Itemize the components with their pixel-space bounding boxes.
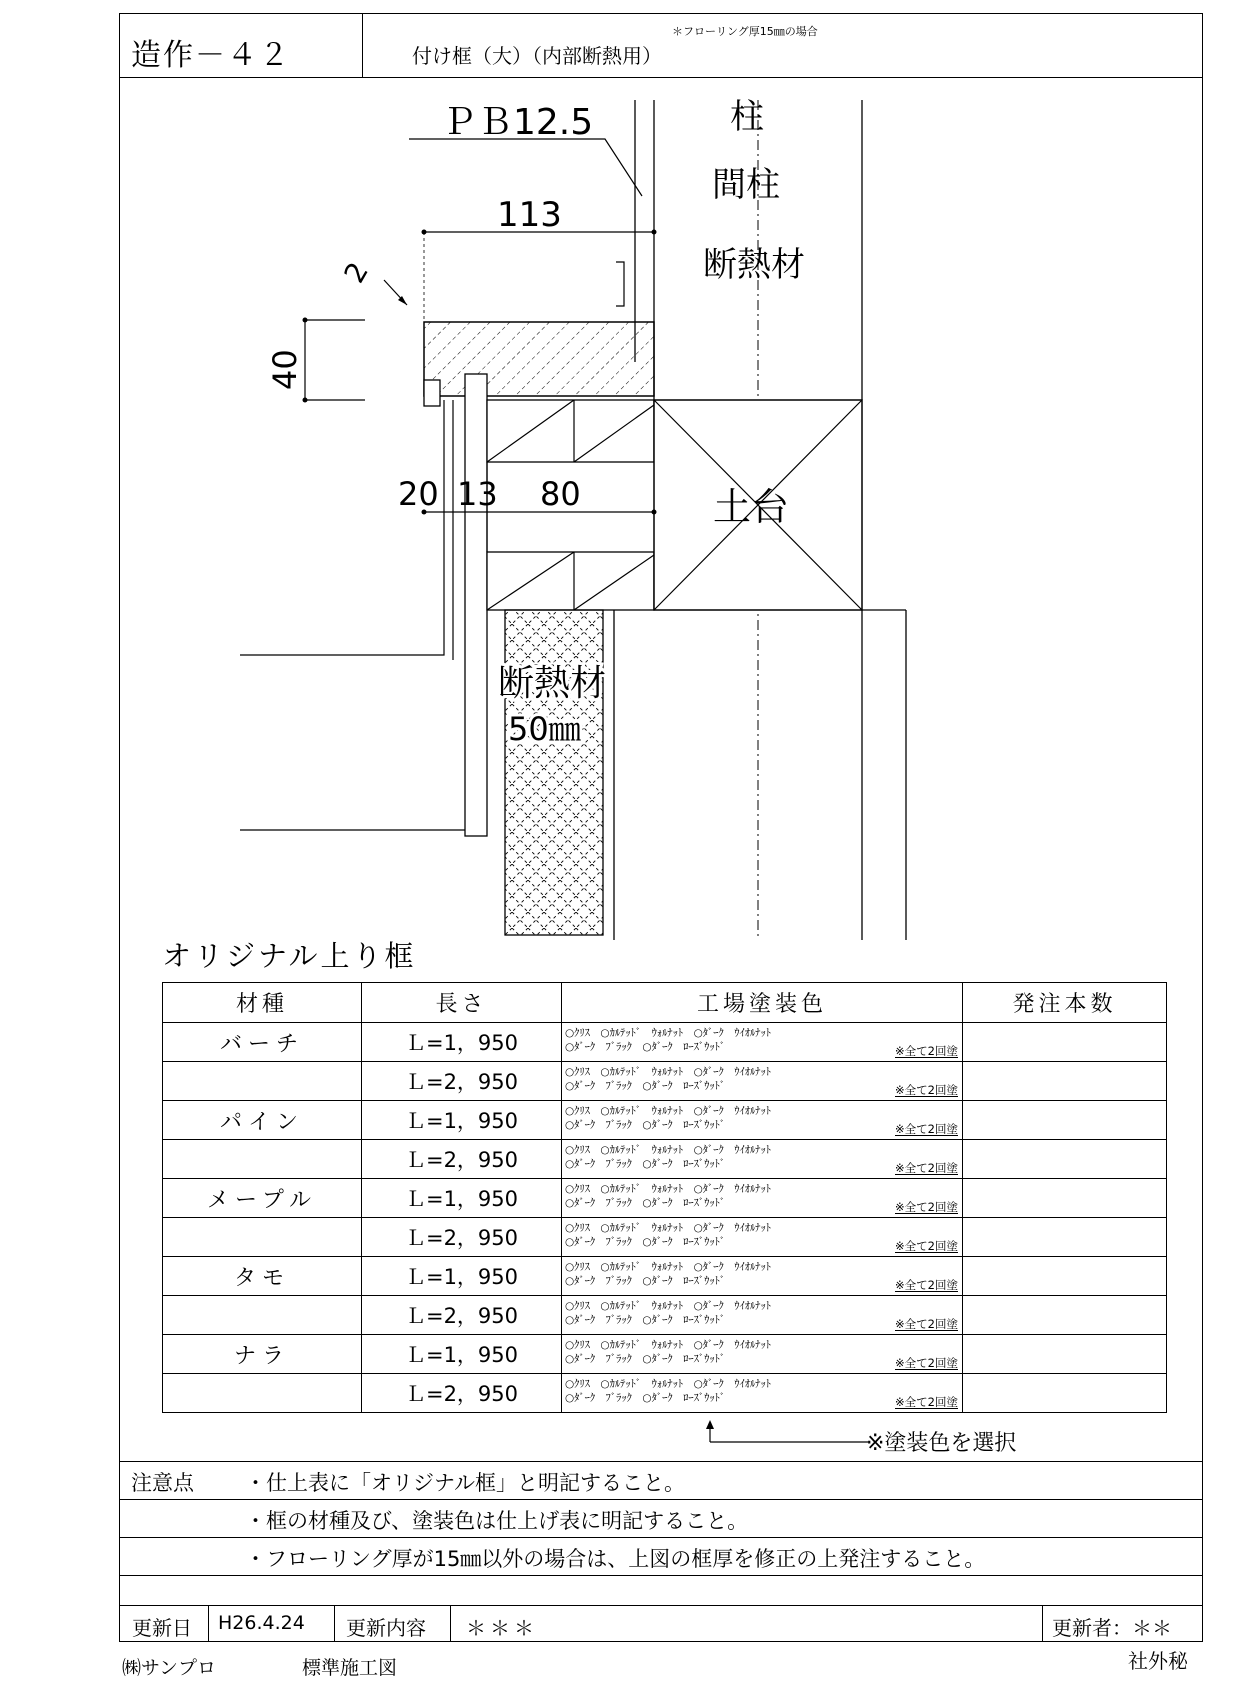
header-length: 長さ (362, 983, 562, 1023)
paint-coat-note: ※全て2回塗 (895, 1083, 958, 1097)
updated-value: H26.4.24 (218, 1612, 305, 1634)
table-row (163, 1179, 1167, 1218)
insulation-label-top: 断熱材 (703, 245, 805, 285)
table-row (163, 1374, 1167, 1413)
notes-line-4 (119, 1605, 1203, 1606)
species-cell (163, 1218, 362, 1257)
stud-label: 間柱 (712, 165, 780, 205)
updated-label: 更新日 (132, 1616, 192, 1640)
insulation-block (505, 610, 603, 935)
paint-options-line1[interactable]: ○ｸﾘｽ ○ｶﾙﾃｯﾄﾞ ｳｫﾙﾅｯﾄ ○ﾀﾞｰｸ ｳｲｵﾙﾅｯﾄ (565, 1222, 771, 1234)
paint-options-line2[interactable]: ○ﾀﾞｰｸ ﾌﾞﾗｯｸ ○ﾀﾞｰｸ ﾛｰｽﾞｳｯﾄﾞ (565, 1119, 726, 1131)
length-cell: Ｌ=1，950 (362, 1257, 562, 1296)
note-item-3: ・フローリング厚が15㎜以外の場合は、上図の框厚を修正の上発注すること。 (245, 1547, 986, 1571)
paint-options-line1[interactable]: ○ｸﾘｽ ○ｶﾙﾃｯﾄﾞ ｳｫﾙﾅｯﾄ ○ﾀﾞｰｸ ｳｲｵﾙﾅｯﾄ (565, 1339, 771, 1351)
paint-color-cell[interactable] (562, 1101, 963, 1140)
finish-line (240, 400, 444, 655)
flooring-strip (465, 374, 487, 836)
paint-coat-note: ※全て2回塗 (895, 1161, 958, 1175)
length-cell: Ｌ=1，950 (362, 1101, 562, 1140)
paint-options-line2[interactable]: ○ﾀﾞｰｸ ﾌﾞﾗｯｸ ○ﾀﾞｰｸ ﾛｰｽﾞｳｯﾄﾞ (565, 1314, 726, 1326)
paint-options-line2[interactable]: ○ﾀﾞｰｸ ﾌﾞﾗｯｸ ○ﾀﾞｰｸ ﾛｰｽﾞｳｯﾄﾞ (565, 1080, 726, 1092)
species-cell: タモ (163, 1257, 362, 1296)
paint-color-cell[interactable] (562, 1218, 963, 1257)
species-cell: メープル (163, 1179, 362, 1218)
length-cell: Ｌ=2，950 (362, 1374, 562, 1413)
company-name: ㈱サンプロ (122, 1657, 217, 1679)
paint-options-line1[interactable]: ○ｸﾘｽ ○ｶﾙﾃｯﾄﾞ ｳｫﾙﾅｯﾄ ○ﾀﾞｰｸ ｳｲｵﾙﾅｯﾄ (565, 1066, 771, 1078)
paint-options-line2[interactable]: ○ﾀﾞｰｸ ﾌﾞﾗｯｸ ○ﾀﾞｰｸ ﾛｰｽﾞｳｯﾄﾞ (565, 1041, 726, 1053)
paint-coat-note: ※全て2回塗 (895, 1317, 958, 1331)
notes-top-line (119, 1461, 1203, 1462)
table-row (163, 1296, 1167, 1335)
content-label: 更新内容 (346, 1616, 426, 1640)
select-arrow (700, 1418, 870, 1452)
paint-options-line1[interactable]: ○ｸﾘｽ ○ｶﾙﾃｯﾄﾞ ｳｫﾙﾅｯﾄ ○ﾀﾞｰｸ ｳｲｵﾙﾅｯﾄ (565, 1144, 771, 1156)
paint-coat-note: ※全て2回塗 (895, 1278, 958, 1292)
order-qty-cell[interactable] (963, 1062, 1167, 1101)
paint-options-line2[interactable]: ○ﾀﾞｰｸ ﾌﾞﾗｯｸ ○ﾀﾞｰｸ ﾛｰｽﾞｳｯﾄﾞ (565, 1236, 726, 1248)
notes-line-1 (119, 1499, 1203, 1500)
species-cell (163, 1296, 362, 1335)
paint-options-line2[interactable]: ○ﾀﾞｰｸ ﾌﾞﾗｯｸ ○ﾀﾞｰｸ ﾛｰｽﾞｳｯﾄﾞ (565, 1197, 726, 1209)
species-cell: ナラ (163, 1335, 362, 1374)
dim-80-label: 80 (540, 475, 581, 513)
length-cell: Ｌ=1，950 (362, 1023, 562, 1062)
paint-options-line1[interactable]: ○ｸﾘｽ ○ｶﾙﾃｯﾄﾞ ｳｫﾙﾅｯﾄ ○ﾀﾞｰｸ ｳｲｵﾙﾅｯﾄ (565, 1300, 771, 1312)
species-cell: パイン (163, 1101, 362, 1140)
species-cell: バーチ (163, 1023, 362, 1062)
header-species: 材種 (163, 983, 362, 1023)
pb-leader (409, 139, 642, 196)
paint-color-cell[interactable] (562, 1140, 963, 1179)
order-qty-cell[interactable] (963, 1023, 1167, 1062)
header-order-qty: 発注本数 (963, 983, 1167, 1023)
species-cell (163, 1374, 362, 1413)
note-item-1: ・仕上表に「オリジナル框」と明記すること。 (245, 1471, 685, 1495)
table-row (163, 1218, 1167, 1257)
length-cell: Ｌ=1，950 (362, 1335, 562, 1374)
paint-color-cell[interactable] (562, 1062, 963, 1101)
confidential-mark: 社外秘 (1128, 1649, 1188, 1673)
table-row (163, 1335, 1167, 1374)
length-cell: Ｌ=1，950 (362, 1179, 562, 1218)
paint-options-line1[interactable]: ○ｸﾘｽ ○ｶﾙﾃｯﾄﾞ ｳｫﾙﾅｯﾄ ○ﾀﾞｰｸ ｳｲｵﾙﾅｯﾄ (565, 1105, 771, 1117)
species-cell (163, 1062, 362, 1101)
paint-coat-note: ※全て2回塗 (895, 1356, 958, 1370)
table-row (163, 1101, 1167, 1140)
document-type: 標準施工図 (302, 1657, 398, 1679)
paint-color-cell[interactable] (562, 1374, 963, 1413)
order-qty-cell[interactable] (963, 1101, 1167, 1140)
order-qty-cell[interactable] (963, 1374, 1167, 1413)
dim-2-label: 2 (337, 256, 375, 289)
paint-color-cell[interactable] (562, 1296, 963, 1335)
frame-board (424, 322, 654, 396)
paint-options-line2[interactable]: ○ﾀﾞｰｸ ﾌﾞﾗｯｸ ○ﾀﾞｰｸ ﾛｰｽﾞｳｯﾄﾞ (565, 1392, 726, 1404)
updater: 更新者：＊＊ (1052, 1616, 1172, 1640)
header-paint-color: 工場塗装色 (562, 983, 963, 1023)
order-qty-cell[interactable] (963, 1179, 1167, 1218)
length-cell: Ｌ=2，950 (362, 1296, 562, 1335)
insulation-label-bottom: 断熱材 (498, 663, 607, 704)
joist-lower (487, 552, 654, 610)
paint-color-cell[interactable] (562, 1023, 963, 1062)
notes-line-2 (119, 1537, 1203, 1538)
paint-color-cell[interactable] (562, 1179, 963, 1218)
dim-13-label: 13 (457, 475, 498, 513)
note-item-2: ・框の材種及び、塗装色は仕上げ表に明記すること。 (245, 1509, 749, 1533)
paint-options-line2[interactable]: ○ﾀﾞｰｸ ﾌﾞﾗｯｸ ○ﾀﾞｰｸ ﾛｰｽﾞｳｯﾄﾞ (565, 1275, 726, 1287)
flooring-note: ＊フローリング厚15㎜の場合 (672, 25, 818, 38)
content-value: ＊＊＊ (466, 1616, 538, 1640)
dim-113-label: 113 (497, 195, 562, 235)
length-cell: Ｌ=2，950 (362, 1140, 562, 1179)
table-row (163, 1062, 1167, 1101)
order-qty-cell[interactable] (963, 1296, 1167, 1335)
paint-options-line1[interactable]: ○ｸﾘｽ ○ｶﾙﾃｯﾄﾞ ｳｫﾙﾅｯﾄ ○ﾀﾞｰｸ ｳｲｵﾙﾅｯﾄ (565, 1027, 771, 1039)
paint-options-line2[interactable]: ○ﾀﾞｰｸ ﾌﾞﾗｯｸ ○ﾀﾞｰｸ ﾛｰｽﾞｳｯﾄﾞ (565, 1353, 726, 1365)
drawing-title: 付け框（大）（内部断熱用） (412, 44, 662, 68)
paint-coat-note: ※全て2回塗 (895, 1200, 958, 1214)
order-qty-cell[interactable] (963, 1218, 1167, 1257)
paint-options-line1[interactable]: ○ｸﾘｽ ○ｶﾙﾃｯﾄﾞ ｳｫﾙﾅｯﾄ ○ﾀﾞｰｸ ｳｲｵﾙﾅｯﾄ (565, 1378, 771, 1390)
paint-options-line2[interactable]: ○ﾀﾞｰｸ ﾌﾞﾗｯｸ ○ﾀﾞｰｸ ﾛｰｽﾞｳｯﾄﾞ (565, 1158, 726, 1170)
order-qty-cell[interactable] (963, 1335, 1167, 1374)
joist-upper (487, 400, 654, 462)
insulation-thickness-label: 50㎜ (508, 710, 581, 748)
paint-coat-note: ※全て2回塗 (895, 1395, 958, 1409)
paint-coat-note: ※全て2回塗 (895, 1239, 958, 1253)
footer-div-4 (1042, 1605, 1043, 1642)
dim-40-label: 40 (266, 349, 304, 390)
table-row (163, 1257, 1167, 1296)
frame-notch (424, 380, 440, 406)
sill-label: 土台 (713, 485, 790, 529)
paint-coat-note: ※全て2回塗 (895, 1044, 958, 1058)
paint-coat-note: ※全て2回塗 (895, 1122, 958, 1136)
footer-div-1 (208, 1605, 209, 1642)
order-table (162, 982, 1167, 1413)
stop-piece (616, 262, 624, 306)
paint-color-cell[interactable] (562, 1335, 963, 1374)
paint-color-cell[interactable] (562, 1257, 963, 1296)
order-qty-cell[interactable] (963, 1140, 1167, 1179)
notes-line-3 (119, 1575, 1203, 1576)
paint-options-line1[interactable]: ○ｸﾘｽ ○ｶﾙﾃｯﾄﾞ ｳｫﾙﾅｯﾄ ○ﾀﾞｰｸ ｳｲｵﾙﾅｯﾄ (565, 1183, 771, 1195)
pillar-label: 柱 (730, 97, 764, 137)
select-paint-note: ※塗装色を選択 (866, 1431, 1017, 1456)
table-header-row (163, 983, 1167, 1023)
order-qty-cell[interactable] (963, 1257, 1167, 1296)
species-cell (163, 1140, 362, 1179)
dim-20-label: 20 (398, 475, 439, 513)
table-row (163, 1140, 1167, 1179)
footer-div-3 (450, 1605, 451, 1642)
footer-div-2 (334, 1605, 335, 1642)
pb-label: ＰＢ12.5 (441, 102, 594, 143)
notes-heading: 注意点 (131, 1471, 194, 1495)
drawing-code: 造作－４２ (131, 38, 291, 73)
paint-options-line1[interactable]: ○ｸﾘｽ ○ｶﾙﾃｯﾄﾞ ｳｫﾙﾅｯﾄ ○ﾀﾞｰｸ ｳｲｵﾙﾅｯﾄ (565, 1261, 771, 1273)
length-cell: Ｌ=2，950 (362, 1062, 562, 1101)
length-cell: Ｌ=2，950 (362, 1218, 562, 1257)
table-caption: オリジナル上り框 (162, 939, 417, 973)
table-row (163, 1023, 1167, 1062)
